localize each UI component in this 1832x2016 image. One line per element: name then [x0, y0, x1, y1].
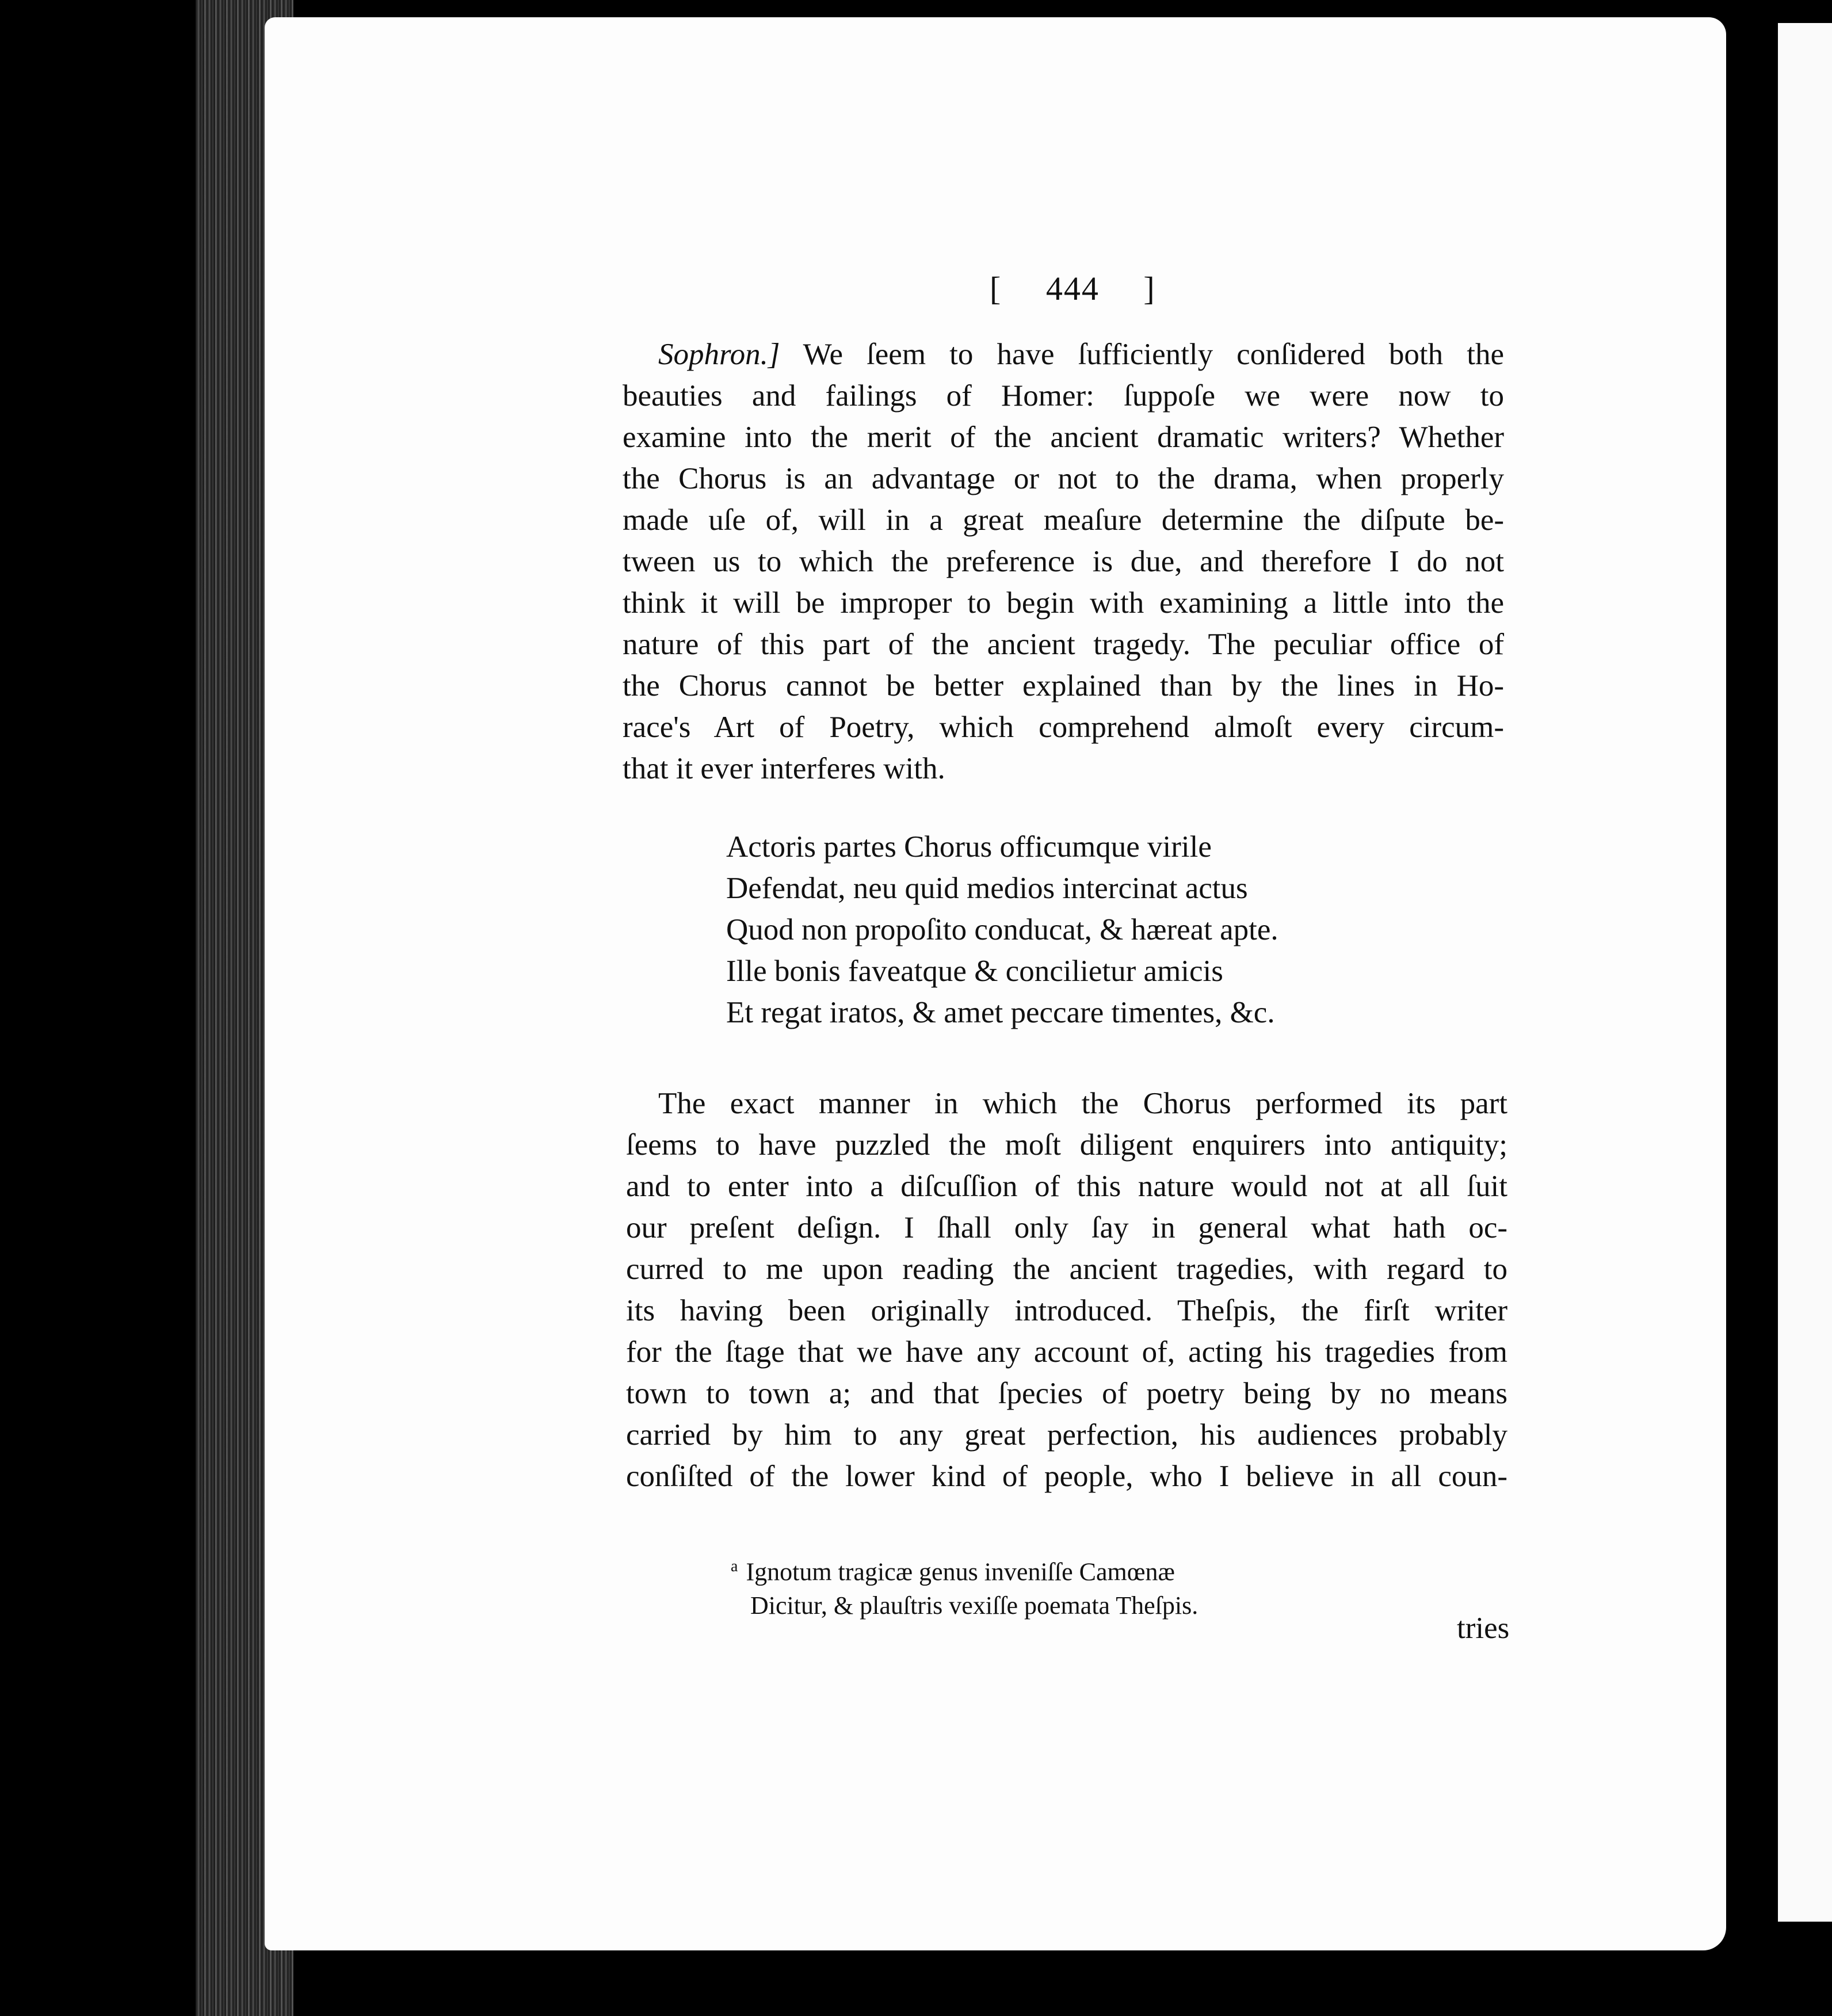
footnote-line-text: Ignotum tragicæ genus inveniſſe Camœnæ [746, 1557, 1175, 1586]
paragraph-line: the Chorus cannot be better explained than by the lines in Ho- [623, 669, 1504, 702]
paragraph-line: think it will be improper to begin with examining a little into the [623, 586, 1504, 620]
paragraph-line: curred to me upon reading the ancient tragedies, with regard to [626, 1253, 1507, 1286]
paragraph-line-text: We ſeem to have ſufficiently conſidered both the [803, 338, 1504, 371]
facing-page-edge [1761, 0, 1832, 2016]
paragraph-line: that it ever interferes with. [623, 752, 945, 785]
paragraph-line: carried by him to any great perfection, his audiences probably [626, 1418, 1507, 1452]
paragraph-line: made uſe of, will in a great meaſure determine the diſpute be- [623, 503, 1504, 537]
paragraph-line: conſiſted of the lower kind of people, who I believe in all coun- [626, 1460, 1507, 1493]
catchword: tries [1457, 1612, 1510, 1645]
paragraph-line: town to town a; and that ſpecies of poetry being by no means [626, 1377, 1507, 1410]
paragraph-line: race's Art of Poetry, which comprehend almoſt every circum- [623, 711, 1504, 744]
verse-line: Ille bonis faveatque & concilietur amicis [726, 954, 1223, 988]
page-number: [ 444 ] [990, 270, 1156, 307]
footnote-line [731, 1550, 1198, 1589]
paragraph-line: ſeems to have puzzled the moſt diligent enquirers into antiquity; [626, 1128, 1507, 1162]
paragraph-line: nature of this part of the ancient tragedy. The peculiar office of [623, 628, 1504, 661]
verse-line: Et regat iratos, & amet peccare timentes, &c. [726, 996, 1275, 1029]
paragraph-line: for the ſtage that we have any account of, acting his tragedies from [626, 1335, 1507, 1369]
paragraph-line: our preſent deſign. I ſhall only ſay in general what hath oc- [626, 1211, 1507, 1244]
paragraph-line: examine into the merit of the ancient dramatic writers? Whether [623, 421, 1504, 454]
verse-line: Quod non propoſito conducat, & hæreat apte. [726, 913, 1278, 946]
verse-quotation [726, 826, 1278, 1033]
footnote [731, 1550, 1198, 1622]
verse-line: Defendat, neu quid medios intercinat actus [726, 872, 1248, 905]
footnote-line: Dicitur, & plauſtris vexiſſe poemata Theſpis. [750, 1591, 1199, 1620]
paragraph-line: its having been originally introduced. Theſpis, the firſt writer [626, 1294, 1507, 1327]
paragraph-line [623, 334, 1504, 375]
paragraph-line: the Chorus is an advantage or not to the drama, when properly [623, 462, 1504, 495]
paragraph-line: beauties and failings of Homer: ſuppoſe we were now to [623, 379, 1504, 413]
paragraph-line: and to enter into a diſcuſſion of this nature would not at all ſuit [626, 1170, 1507, 1203]
verse-line: Actoris partes Chorus officumque virile [726, 830, 1212, 864]
paragraph-line: The exact manner in which the Chorus performed its part [658, 1087, 1507, 1120]
speaker-name: Sophron.] [658, 338, 780, 371]
paragraph-1 [623, 334, 1504, 789]
footnote-marker: a [731, 1557, 738, 1575]
paragraph-line: tween us to which the preference is due, and therefore I do not [623, 545, 1504, 578]
paragraph-2 [626, 1083, 1507, 1497]
